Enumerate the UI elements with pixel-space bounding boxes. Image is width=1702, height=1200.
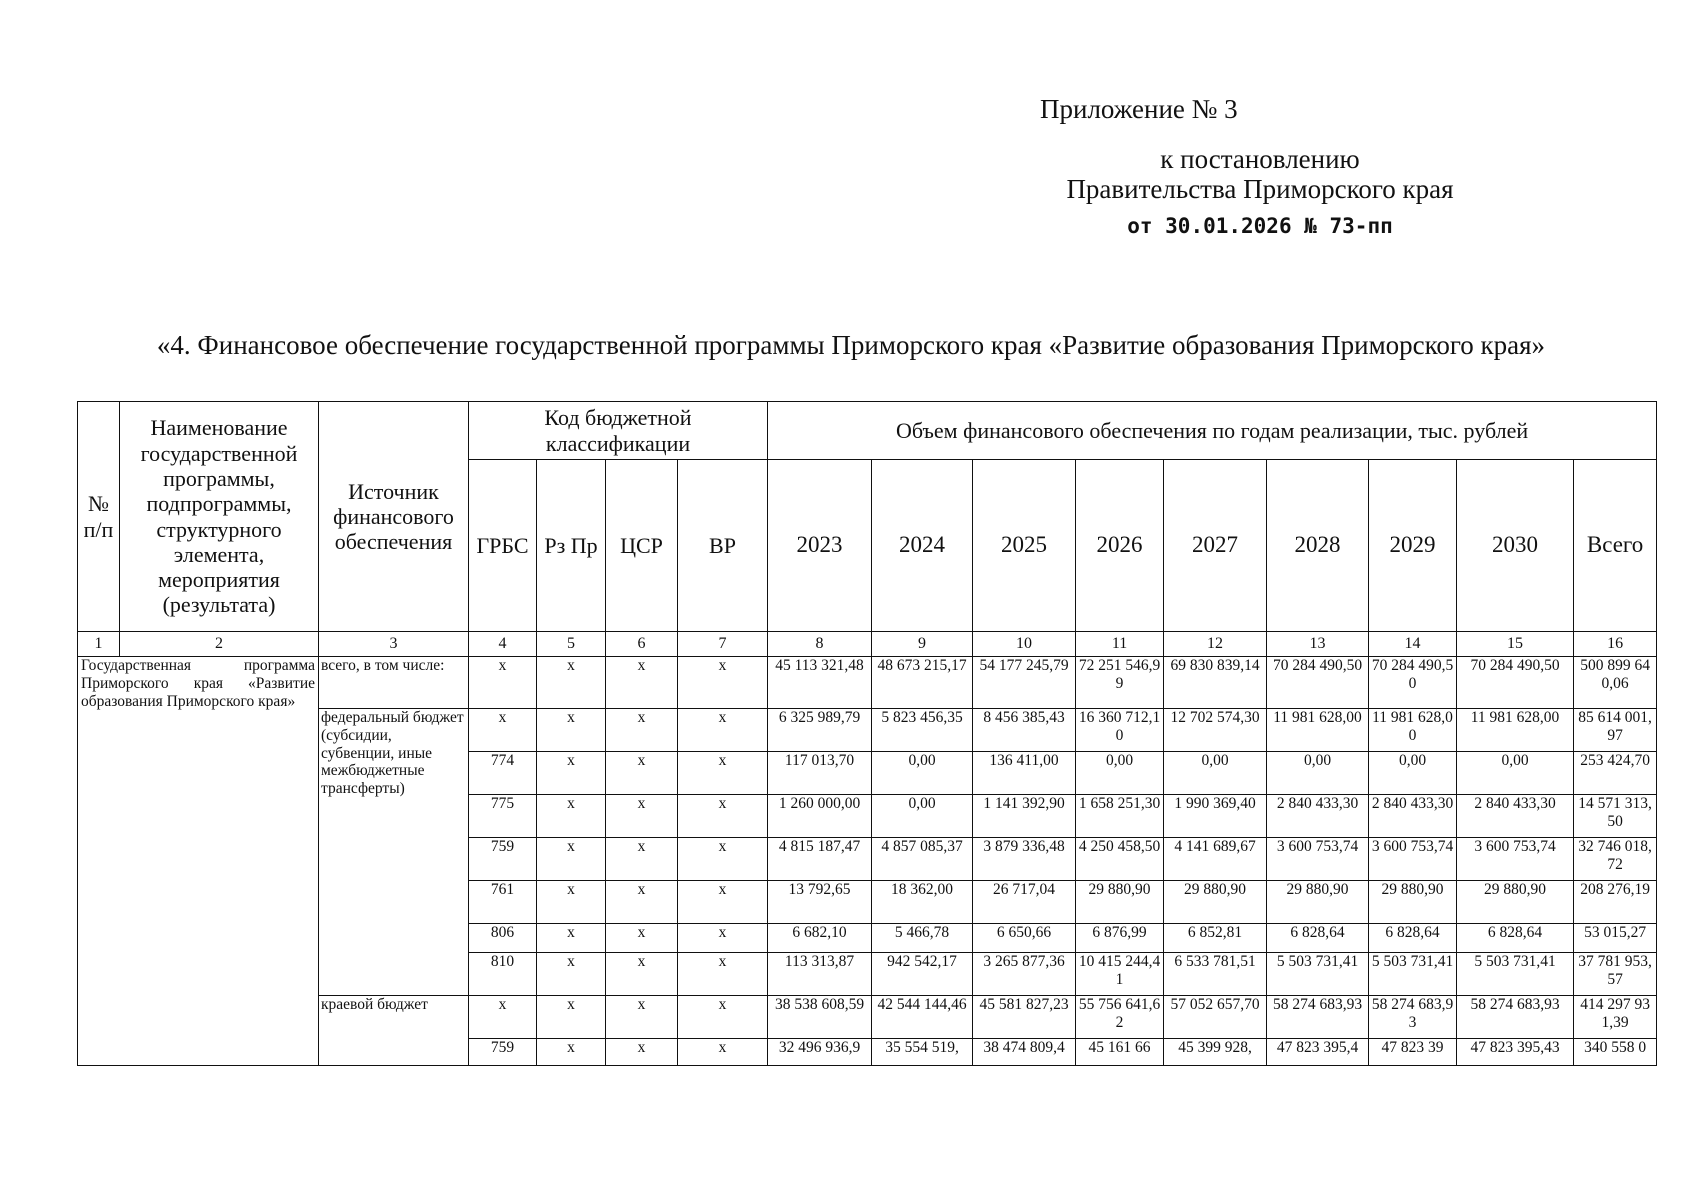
header-year: 2028 <box>1267 460 1369 632</box>
header-year: 2029 <box>1369 460 1457 632</box>
value-cell: 500 899 640,06 <box>1574 657 1657 709</box>
value-cell: 3 600 753,74 <box>1267 838 1369 881</box>
column-number: 11 <box>1076 632 1164 657</box>
csr-cell: x <box>606 709 678 752</box>
vr-cell: x <box>678 881 768 924</box>
column-number: 4 <box>469 632 537 657</box>
value-cell: 42 544 144,46 <box>872 996 973 1039</box>
value-cell: 3 265 877,36 <box>973 953 1076 996</box>
value-cell: 0,00 <box>1457 752 1574 795</box>
vr-cell: x <box>678 795 768 838</box>
value-cell: 117 013,70 <box>768 752 872 795</box>
value-cell: 29 880,90 <box>1369 881 1457 924</box>
source-total: всего, в том числе: <box>319 657 469 709</box>
header-year: 2023 <box>768 460 872 632</box>
value-cell: 45 161 66 <box>1076 1039 1164 1066</box>
value-cell: 45 581 827,23 <box>973 996 1076 1039</box>
vr-cell: x <box>678 752 768 795</box>
value-cell: 6 828,64 <box>1457 924 1574 953</box>
csr-cell: x <box>606 996 678 1039</box>
header-rzpr: Рз Пр <box>537 460 606 632</box>
column-number: 6 <box>606 632 678 657</box>
value-cell: 2 840 433,30 <box>1267 795 1369 838</box>
header-source: Источник финансового обеспечения <box>319 402 469 632</box>
vr-cell: x <box>678 709 768 752</box>
value-cell: 58 274 683,93 <box>1457 996 1574 1039</box>
value-cell: 37 781 953,57 <box>1574 953 1657 996</box>
header-vr: ВР <box>678 460 768 632</box>
value-cell: 12 702 574,30 <box>1164 709 1267 752</box>
header-year: 2026 <box>1076 460 1164 632</box>
value-cell: 55 756 641,62 <box>1076 996 1164 1039</box>
header-year: 2030 <box>1457 460 1574 632</box>
header-total: Всего <box>1574 460 1657 632</box>
grbs-cell: 806 <box>469 924 537 953</box>
section-title: «4. Финансовое обеспечение государственной программы Приморского края «Развитие образования Приморского края» <box>156 330 1546 360</box>
value-cell: 32 746 018,72 <box>1574 838 1657 881</box>
csr-cell: x <box>606 752 678 795</box>
column-number: 10 <box>973 632 1076 657</box>
value-cell: 1 260 000,00 <box>768 795 872 838</box>
rzpr-cell: x <box>537 924 606 953</box>
vr-cell: x <box>678 996 768 1039</box>
rzpr-cell: x <box>537 996 606 1039</box>
value-cell: 11 981 628,00 <box>1457 709 1574 752</box>
value-cell: 72 251 546,99 <box>1076 657 1164 709</box>
rzpr-cell: x <box>537 709 606 752</box>
value-cell: 136 411,00 <box>973 752 1076 795</box>
value-cell: 47 823 395,4 <box>1267 1039 1369 1066</box>
column-number: 5 <box>537 632 606 657</box>
value-cell: 1 141 392,90 <box>973 795 1076 838</box>
csr-cell: x <box>606 1039 678 1066</box>
government-name: Правительства Приморского края <box>1066 174 1454 204</box>
value-cell: 1 990 369,40 <box>1164 795 1267 838</box>
value-cell: 5 466,78 <box>872 924 973 953</box>
column-number-row <box>78 632 1657 657</box>
grbs-cell: x <box>469 657 537 709</box>
value-cell: 29 880,90 <box>1164 881 1267 924</box>
source-federal: федеральный бюджет (субсидии, субвенции, иные межбюджетные трансферты) <box>319 709 469 996</box>
csr-cell: x <box>606 953 678 996</box>
header-csr: ЦСР <box>606 460 678 632</box>
value-cell: 29 880,90 <box>1267 881 1369 924</box>
decree-date-number: от 30.01.2026 № 73-пп <box>1127 214 1393 238</box>
grbs-cell: 775 <box>469 795 537 838</box>
value-cell: 6 852,81 <box>1164 924 1267 953</box>
value-cell: 2 840 433,30 <box>1457 795 1574 838</box>
value-cell: 70 284 490,50 <box>1267 657 1369 709</box>
grbs-cell: x <box>469 996 537 1039</box>
value-cell: 29 880,90 <box>1457 881 1574 924</box>
rzpr-cell: x <box>537 953 606 996</box>
value-cell: 0,00 <box>872 752 973 795</box>
value-cell: 3 600 753,74 <box>1369 838 1457 881</box>
rzpr-cell: x <box>537 752 606 795</box>
csr-cell: x <box>606 795 678 838</box>
value-cell: 6 828,64 <box>1369 924 1457 953</box>
value-cell: 414 297 931,39 <box>1574 996 1657 1039</box>
grbs-cell: x <box>469 709 537 752</box>
value-cell: 0,00 <box>1076 752 1164 795</box>
value-cell: 340 558 0 <box>1574 1039 1657 1066</box>
value-cell: 4 141 689,67 <box>1164 838 1267 881</box>
value-cell: 0,00 <box>1369 752 1457 795</box>
value-cell: 48 673 215,17 <box>872 657 973 709</box>
column-number: 7 <box>678 632 768 657</box>
value-cell: 69 830 839,14 <box>1164 657 1267 709</box>
value-cell: 6 828,64 <box>1267 924 1369 953</box>
header-budget-code: Код бюджетной классификации <box>469 402 768 460</box>
column-number: 16 <box>1574 632 1657 657</box>
value-cell: 53 015,27 <box>1574 924 1657 953</box>
appendix-number: Приложение № 3 <box>1040 94 1238 124</box>
value-cell: 3 600 753,74 <box>1457 838 1574 881</box>
vr-cell: x <box>678 657 768 709</box>
source-regional: краевой бюджет <box>319 996 469 1066</box>
value-cell: 6 682,10 <box>768 924 872 953</box>
value-cell: 14 571 313,50 <box>1574 795 1657 838</box>
value-cell: 5 503 731,41 <box>1457 953 1574 996</box>
financing-table <box>77 401 1657 1066</box>
value-cell: 38 474 809,4 <box>973 1039 1076 1066</box>
header-year: 2027 <box>1164 460 1267 632</box>
table-row <box>78 657 1657 709</box>
value-cell: 1 658 251,30 <box>1076 795 1164 838</box>
value-cell: 0,00 <box>872 795 973 838</box>
vr-cell: x <box>678 838 768 881</box>
column-number: 2 <box>120 632 319 657</box>
vr-cell: x <box>678 924 768 953</box>
column-number: 12 <box>1164 632 1267 657</box>
vr-cell: x <box>678 953 768 996</box>
grbs-cell: 774 <box>469 752 537 795</box>
column-number: 14 <box>1369 632 1457 657</box>
value-cell: 6 876,99 <box>1076 924 1164 953</box>
value-cell: 0,00 <box>1164 752 1267 795</box>
column-number: 1 <box>78 632 120 657</box>
value-cell: 16 360 712,10 <box>1076 709 1164 752</box>
value-cell: 4 815 187,47 <box>768 838 872 881</box>
value-cell: 58 274 683,93 <box>1267 996 1369 1039</box>
header-volume: Объем финансового обеспечения по годам реализации, тыс. рублей <box>768 402 1657 460</box>
column-number: 8 <box>768 632 872 657</box>
column-number: 13 <box>1267 632 1369 657</box>
decree-reference: к постановлению <box>1160 144 1360 174</box>
csr-cell: x <box>606 838 678 881</box>
value-cell: 5 503 731,41 <box>1267 953 1369 996</box>
value-cell: 0,00 <box>1267 752 1369 795</box>
value-cell: 5 823 456,35 <box>872 709 973 752</box>
value-cell: 4 857 085,37 <box>872 838 973 881</box>
value-cell: 29 880,90 <box>1076 881 1164 924</box>
rzpr-cell: x <box>537 1039 606 1066</box>
rzpr-cell: x <box>537 881 606 924</box>
rzpr-cell: x <box>537 795 606 838</box>
value-cell: 4 250 458,50 <box>1076 838 1164 881</box>
value-cell: 2 840 433,30 <box>1369 795 1457 838</box>
value-cell: 35 554 519, <box>872 1039 973 1066</box>
grbs-cell: 761 <box>469 881 537 924</box>
header-grbs: ГРБС <box>469 460 537 632</box>
value-cell: 57 052 657,70 <box>1164 996 1267 1039</box>
value-cell: 38 538 608,59 <box>768 996 872 1039</box>
grbs-cell: 759 <box>469 838 537 881</box>
value-cell: 45 113 321,48 <box>768 657 872 709</box>
value-cell: 32 496 936,9 <box>768 1039 872 1066</box>
value-cell: 253 424,70 <box>1574 752 1657 795</box>
header-year: 2024 <box>872 460 973 632</box>
value-cell: 45 399 928, <box>1164 1039 1267 1066</box>
value-cell: 3 879 336,48 <box>973 838 1076 881</box>
csr-cell: x <box>606 881 678 924</box>
value-cell: 70 284 490,50 <box>1457 657 1574 709</box>
column-number: 15 <box>1457 632 1574 657</box>
rzpr-cell: x <box>537 657 606 709</box>
header-year: 2025 <box>973 460 1076 632</box>
value-cell: 208 276,19 <box>1574 881 1657 924</box>
value-cell: 8 456 385,43 <box>973 709 1076 752</box>
value-cell: 26 717,04 <box>973 881 1076 924</box>
column-number: 3 <box>319 632 469 657</box>
value-cell: 10 415 244,41 <box>1076 953 1164 996</box>
csr-cell: x <box>606 924 678 953</box>
value-cell: 11 981 628,00 <box>1369 709 1457 752</box>
value-cell: 13 792,65 <box>768 881 872 924</box>
value-cell: 47 823 395,43 <box>1457 1039 1574 1066</box>
value-cell: 58 274 683,93 <box>1369 996 1457 1039</box>
value-cell: 47 823 39 <box>1369 1039 1457 1066</box>
value-cell: 6 325 989,79 <box>768 709 872 752</box>
csr-cell: x <box>606 657 678 709</box>
value-cell: 113 313,87 <box>768 953 872 996</box>
rzpr-cell: x <box>537 838 606 881</box>
value-cell: 85 614 001,97 <box>1574 709 1657 752</box>
column-number: 9 <box>872 632 973 657</box>
value-cell: 70 284 490,50 <box>1369 657 1457 709</box>
value-cell: 5 503 731,41 <box>1369 953 1457 996</box>
value-cell: 942 542,17 <box>872 953 973 996</box>
program-name: Государственная программа Приморского края «Развитие образования Приморского края» <box>78 657 319 1066</box>
grbs-cell: 810 <box>469 953 537 996</box>
vr-cell: x <box>678 1039 768 1066</box>
value-cell: 6 533 781,51 <box>1164 953 1267 996</box>
value-cell: 6 650,66 <box>973 924 1076 953</box>
value-cell: 54 177 245,79 <box>973 657 1076 709</box>
header-name: Наименование государственной программы, подпрограммы, структурного элемента, мероприятия (результата) <box>120 402 319 632</box>
value-cell: 18 362,00 <box>872 881 973 924</box>
grbs-cell: 759 <box>469 1039 537 1066</box>
header-number: № п/п <box>78 402 120 632</box>
value-cell: 11 981 628,00 <box>1267 709 1369 752</box>
